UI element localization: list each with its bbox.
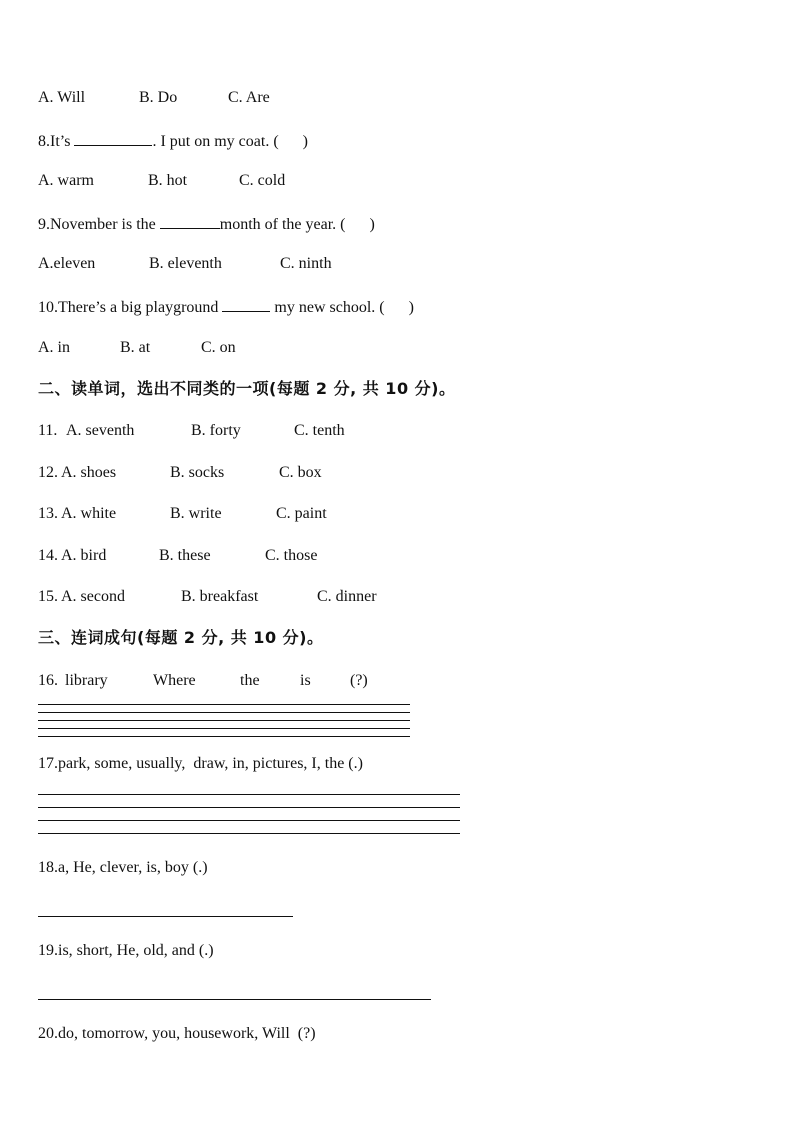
q15-option-c: C. dinner bbox=[317, 588, 377, 605]
q16-writing-line-3[interactable] bbox=[38, 720, 410, 721]
q12-option-b: B. socks bbox=[170, 464, 225, 481]
q13-option-a: A. white bbox=[61, 505, 117, 522]
q16-writing-line-1[interactable] bbox=[38, 704, 410, 705]
q8-option-a: A. warm bbox=[38, 172, 94, 189]
q14-number: 14. bbox=[38, 547, 58, 564]
q19-answer-line[interactable] bbox=[38, 999, 431, 1000]
q10-option-c: C. on bbox=[201, 339, 236, 356]
question-8 bbox=[38, 130, 308, 152]
q15-option-a: A. second bbox=[61, 588, 125, 605]
q16-word-1: library bbox=[65, 672, 108, 689]
q14-option-c: C. those bbox=[265, 547, 318, 564]
q11-option-a: A. seventh bbox=[66, 422, 135, 439]
q8-text-after: . I put on my coat. ( ) bbox=[152, 133, 308, 150]
q16-word-3: the bbox=[240, 672, 260, 689]
q8-text-before: 8.It’s bbox=[38, 133, 75, 150]
q7-option-b: B. Do bbox=[139, 89, 178, 106]
q10-text-before: 10.There’s a big playground bbox=[38, 299, 223, 316]
question-18: 18.a, He, clever, is, boy (.) bbox=[38, 859, 208, 876]
question-19: 19.is, short, He, old, and (.) bbox=[38, 942, 214, 959]
question-20: 20.do, tomorrow, you, housework, Will (?) bbox=[38, 1025, 316, 1042]
q16-writing-line-2[interactable] bbox=[38, 712, 410, 713]
q10-text-after: my new school. ( ) bbox=[270, 299, 414, 316]
q10-answer-blank[interactable] bbox=[222, 296, 270, 312]
q8-answer-blank[interactable] bbox=[74, 130, 152, 146]
section-3-heading: 三、连词成句(每题 2 分, 共 10 分)。 bbox=[38, 628, 324, 647]
q17-writing-line-3[interactable] bbox=[38, 820, 460, 821]
q16-writing-line-5[interactable] bbox=[38, 736, 410, 737]
q11-number: 11. bbox=[38, 422, 62, 439]
q17-writing-line-1[interactable] bbox=[38, 794, 460, 795]
q14-option-b: B. these bbox=[159, 547, 211, 564]
q13-option-c: C. paint bbox=[276, 505, 327, 522]
q11-option-c: C. tenth bbox=[294, 422, 345, 439]
q16-number: 16. bbox=[38, 672, 58, 689]
q7-option-c: C. Are bbox=[228, 89, 270, 106]
q8-option-b: B. hot bbox=[148, 172, 188, 189]
q13-number: 13. bbox=[38, 505, 58, 522]
q17-writing-line-4[interactable] bbox=[38, 833, 460, 834]
q9-text-after: month of the year. ( ) bbox=[219, 216, 375, 233]
q9-answer-blank[interactable] bbox=[160, 213, 220, 229]
q8-option-c: C. cold bbox=[239, 172, 286, 189]
q9-option-b: B. eleventh bbox=[149, 255, 222, 272]
q16-word-4: is bbox=[300, 672, 311, 689]
q12-option-a: A. shoes bbox=[61, 464, 117, 481]
q17-writing-line-2[interactable] bbox=[38, 807, 460, 808]
q16-writing-line-4[interactable] bbox=[38, 728, 410, 729]
q7-option-a: A. Will bbox=[38, 89, 86, 106]
q12-option-c: C. box bbox=[279, 464, 322, 481]
q16-word-5: (?) bbox=[350, 672, 368, 689]
q10-option-b: B. at bbox=[120, 339, 151, 356]
question-10 bbox=[38, 296, 414, 318]
question-9 bbox=[38, 213, 375, 235]
q15-option-b: B. breakfast bbox=[181, 588, 259, 605]
q14-option-a: A. bird bbox=[61, 547, 107, 564]
q12-number: 12. bbox=[38, 464, 58, 481]
q11-option-b: B. forty bbox=[191, 422, 241, 439]
question-17: 17.park, some, usually, draw, in, pictures, I, the (.) bbox=[38, 755, 363, 772]
q18-answer-line[interactable] bbox=[38, 916, 293, 917]
q9-option-a: A.eleven bbox=[38, 255, 96, 272]
q16-word-2: Where bbox=[153, 672, 196, 689]
q15-number: 15. bbox=[38, 588, 58, 605]
q9-text-before: 9.November is the bbox=[38, 216, 160, 233]
q13-option-b: B. write bbox=[170, 505, 222, 522]
q9-option-c: C. ninth bbox=[280, 255, 332, 272]
q10-option-a: A. in bbox=[38, 339, 70, 356]
section-2-heading: 二、读单词，选出不同类的一项(每题 2 分, 共 10 分)。 bbox=[38, 379, 456, 398]
